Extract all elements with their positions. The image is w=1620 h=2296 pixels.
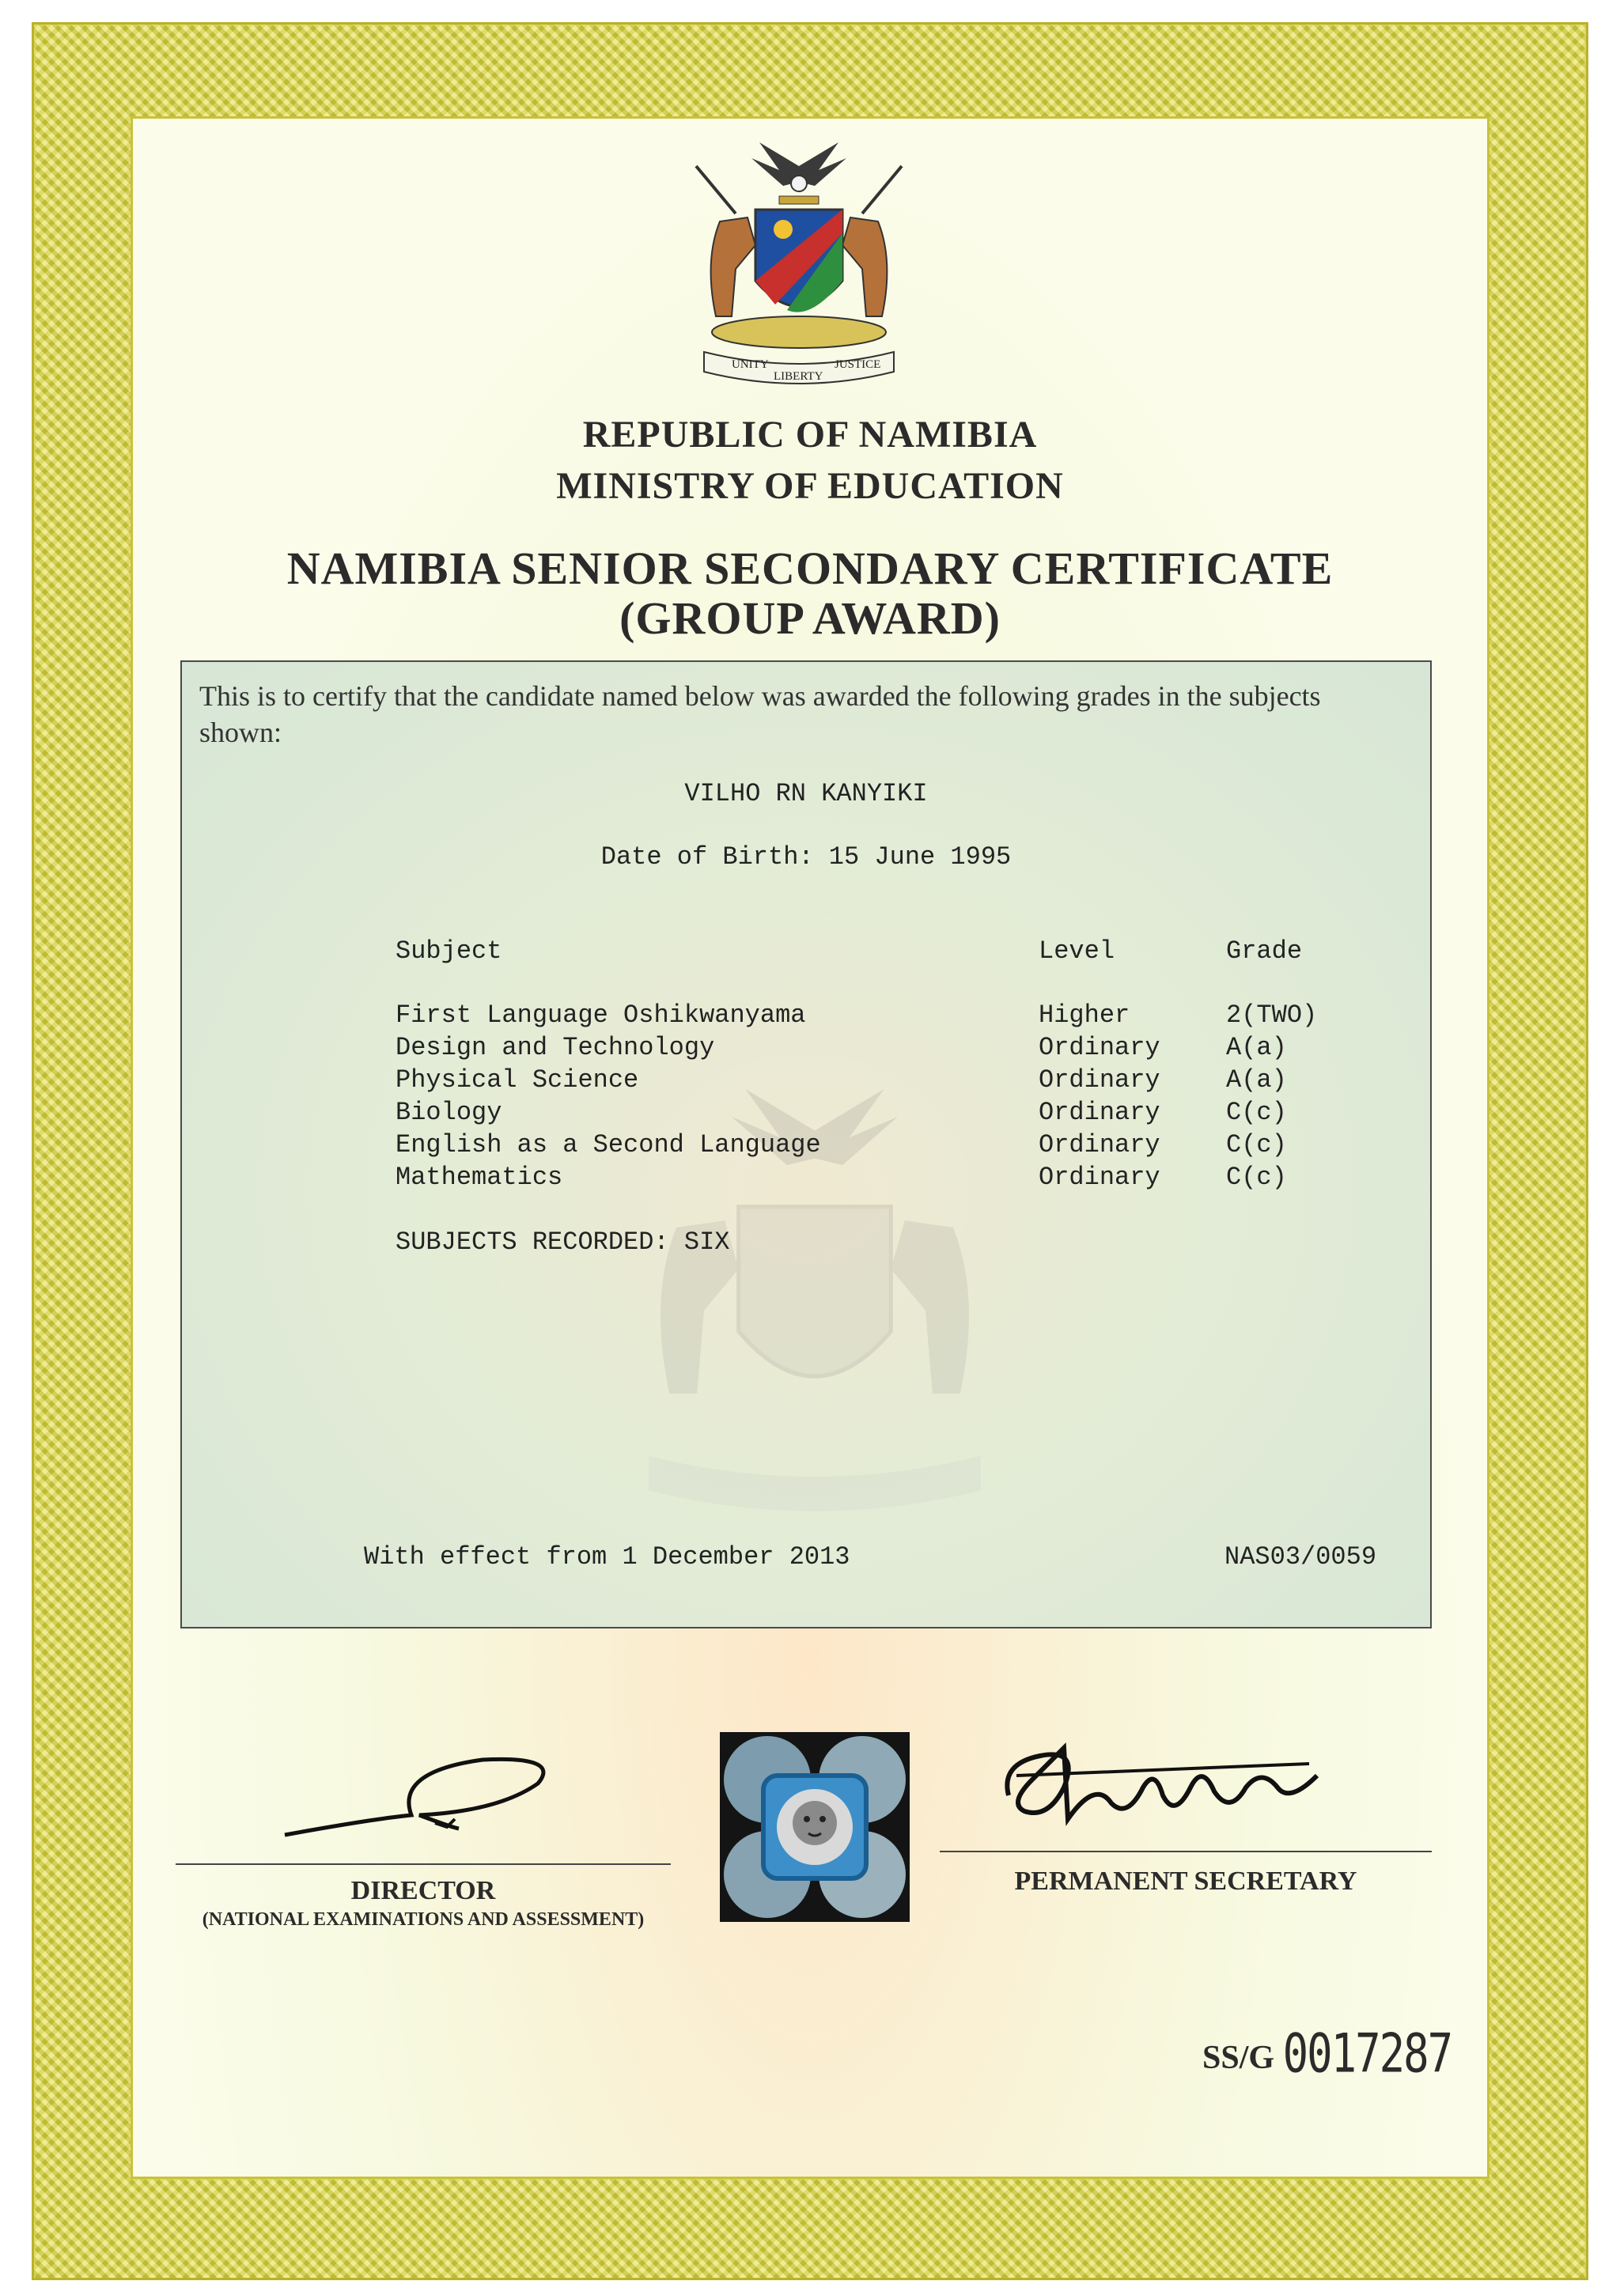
grade-header: Grade	[1226, 936, 1303, 966]
coat-of-arms-icon	[672, 134, 925, 403]
director-subtitle: (NATIONAL EXAMINATIONS AND ASSESSMENT)	[202, 1909, 645, 1930]
serial-number	[1202, 2022, 1452, 2085]
director-title: DIRECTOR	[350, 1876, 496, 1905]
subject-name: Design and Technology	[396, 1033, 715, 1062]
subject-grade: 2(TWO)	[1226, 1000, 1318, 1030]
effective-date: With effect from 1 December 2013	[364, 1542, 850, 1572]
subject-level: Ordinary	[1039, 1033, 1160, 1062]
secretary-title: PERMANENT SECRETARY	[1014, 1867, 1357, 1896]
subject-header: Subject	[396, 936, 502, 966]
secretary-signature-icon	[993, 1732, 1333, 1843]
motto-right: JUSTICE	[835, 358, 881, 371]
date-of-birth: Date of Birth: 15 June 1995	[600, 842, 1012, 872]
subject-name: English as a Second Language	[396, 1130, 821, 1159]
ministry-title: MINISTRY OF EDUCATION	[556, 465, 1064, 507]
subject-level: Ordinary	[1039, 1130, 1160, 1159]
subject-name: First Language Oshikwanyama	[396, 1000, 806, 1030]
subject-grade: C(c)	[1226, 1098, 1287, 1127]
serial-prefix: SS/G	[1202, 2040, 1275, 2076]
certificate-title: NAMIBIA SENIOR SECONDARY CERTIFICATE	[286, 543, 1334, 594]
subject-name: Physical Science	[396, 1065, 639, 1095]
certification-statement: This is to certify that the candidate named below was awarded the following grades in the subjects shown:	[199, 680, 1321, 748]
watermark-crest-icon	[593, 1026, 1036, 1595]
subject-name: Biology	[396, 1098, 502, 1127]
motto-center: LIBERTY	[774, 370, 823, 383]
subject-level: Ordinary	[1039, 1163, 1160, 1192]
subject-level: Ordinary	[1039, 1065, 1160, 1095]
candidate-name: VILHO RN KANYIKI	[684, 779, 928, 808]
subject-level: Higher	[1039, 1000, 1130, 1030]
subject-level: Ordinary	[1039, 1098, 1160, 1127]
certificate-subtitle: (GROUP AWARD)	[619, 592, 1001, 644]
results-panel	[180, 660, 1432, 1628]
director-signature-line	[176, 1863, 671, 1865]
subjects-recorded: SUBJECTS RECORDED: SIX	[396, 1227, 730, 1257]
motto-left: UNITY	[732, 358, 769, 371]
serial-digits: 0017287	[1282, 2022, 1452, 2085]
subject-grade: C(c)	[1226, 1130, 1287, 1159]
reference-number: NAS03/0059	[1224, 1542, 1377, 1572]
hologram-seal	[720, 1732, 910, 1922]
director-signature-icon	[277, 1740, 577, 1867]
level-header: Level	[1039, 936, 1115, 966]
secretary-signature-line	[940, 1851, 1432, 1852]
republic-title: REPUBLIC OF NAMIBIA	[582, 414, 1038, 456]
subject-grade: A(a)	[1226, 1033, 1287, 1062]
subject-grade: C(c)	[1226, 1163, 1287, 1192]
subject-name: Mathematics	[396, 1163, 563, 1192]
subject-grade: A(a)	[1226, 1065, 1287, 1095]
